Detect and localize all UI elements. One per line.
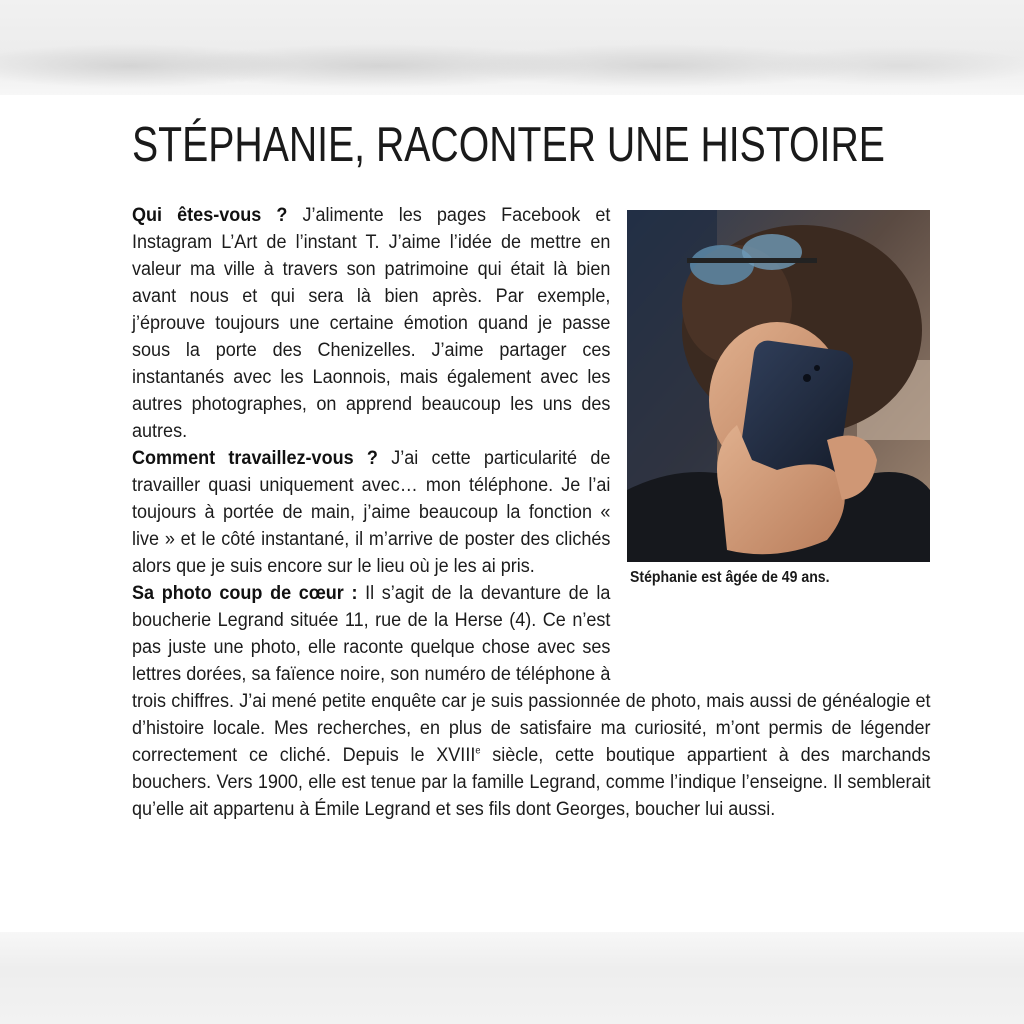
portrait-illustration [627, 210, 930, 562]
question-favorite-photo: Sa photo coup de cœur : [132, 582, 358, 604]
printing-speck [396, 933, 399, 936]
answer-favorite-photo-part1: Il s’agit de la devanture de la boucherie Legrand située 11, rue de la Herse (4). Ce n’est pas juste une photo, elle raconte quelque chose avec ses lettres dorées, sa faïence noire, son numéro de téléphone à trois chiffres. J’ai mené petite enquête car je suis passionnée de photo, mais aussi de généalogie et d’histoire locale. Mes recherches, en plus de satisfaire ma curiosité, m’ont permis de légender correctement ce cliché. Depuis le XVIII [132, 582, 931, 766]
answer-who-are-you: J’alimente les pages Facebook et Instagram L’Art de l’instant T. J’aime l’idée de mettre en valeur ma ville à travers son patrimoine qui était là bien avant nous et qui sera là bien après. Par exemple, j’éprouve toujours une certaine émotion quand je passe sous la porte des Chenizelles. J’aime partager ces instantanés avec les Laonnois, mais également avec les autres photographes, on apprend beaucoup les uns des autres. [132, 204, 611, 442]
blurred-background-top [0, 0, 1024, 95]
portrait-photo [627, 210, 930, 562]
blurred-background-bottom [0, 932, 1024, 1024]
answer-favorite-photo-part2: siècle, cette boutique appartient à des marchands bouchers. Vers 1900, elle est tenue par la famille Legrand, comme l’indique l’enseigne. Il semblerait qu’elle ait appartenu à Émile Legrand et ses fils dont Georges, boucher lui aussi. [132, 744, 931, 820]
newspaper-article [0, 95, 1024, 932]
question-how-do-you-work: Comment travaillez-vous ? [132, 447, 378, 469]
article-headline: STÉPHANIE, RACONTER UNE HISTOIRE [132, 118, 885, 172]
photo-caption: Stéphanie est âgée de 49 ans. [630, 569, 830, 586]
question-who-are-you: Qui êtes-vous ? [132, 204, 288, 226]
superscript-e: e [475, 745, 481, 757]
answer-how-do-you-work: J’ai cette particularité de travailler quasi uniquement avec… mon téléphone. Je l’ai toujours à portée de main, j’aime beaucoup la fonction « live » et le côté instantané, il m’arrive de poster des clichés alors que je suis encore sur le lieu où je les ai pris. [132, 447, 611, 577]
